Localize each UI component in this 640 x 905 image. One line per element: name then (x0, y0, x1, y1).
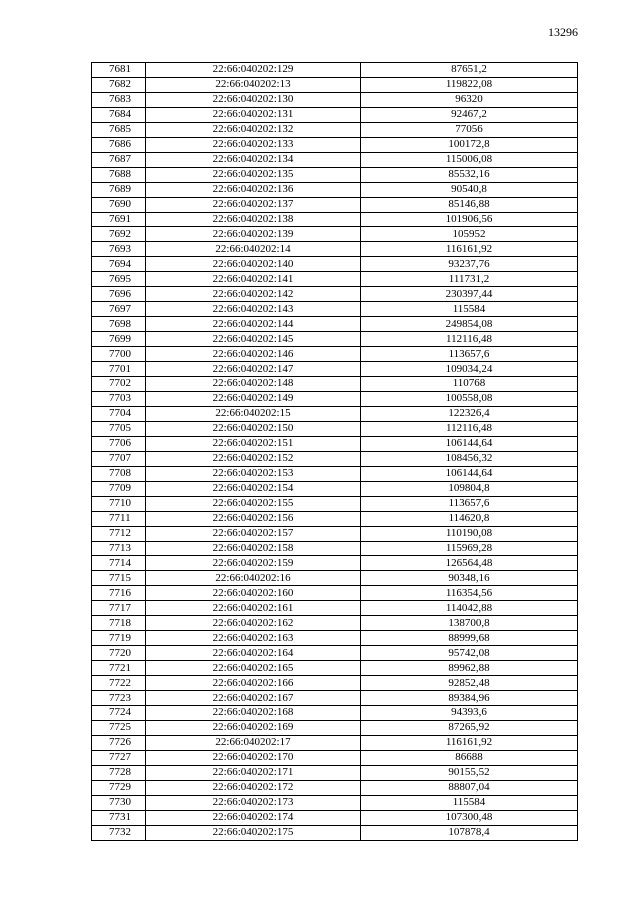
cadastral-value-cell: 114042,88 (361, 601, 578, 616)
row-number-cell: 7682 (92, 77, 146, 92)
row-number-cell: 7723 (92, 691, 146, 706)
table-row (92, 496, 578, 511)
cadastral-number-cell: 22:66:040202:157 (146, 526, 361, 541)
row-number-cell: 7731 (92, 810, 146, 825)
table-row (92, 825, 578, 840)
table-row (92, 616, 578, 631)
cadastral-number-cell: 22:66:040202:170 (146, 750, 361, 765)
table-row (92, 691, 578, 706)
cadastral-number-cell: 22:66:040202:168 (146, 705, 361, 720)
cadastral-value-cell: 115584 (361, 302, 578, 317)
table-row (92, 586, 578, 601)
cadastral-number-cell: 22:66:040202:173 (146, 795, 361, 810)
table-row (92, 122, 578, 137)
row-number-cell: 7711 (92, 511, 146, 526)
cadastral-number-cell: 22:66:040202:133 (146, 137, 361, 152)
row-number-cell: 7698 (92, 317, 146, 332)
cadastral-value-cell: 107300,48 (361, 810, 578, 825)
table-row (92, 137, 578, 152)
cadastral-value-cell: 92852,48 (361, 676, 578, 691)
row-number-cell: 7708 (92, 466, 146, 481)
cadastral-number-cell: 22:66:040202:151 (146, 436, 361, 451)
cadastral-value-cell: 95742,08 (361, 646, 578, 661)
cadastral-number-cell: 22:66:040202:17 (146, 735, 361, 750)
table-row (92, 197, 578, 212)
cadastral-value-cell: 110190,08 (361, 526, 578, 541)
cadastral-number-cell: 22:66:040202:161 (146, 601, 361, 616)
cadastral-value-cell: 107878,4 (361, 825, 578, 840)
cadastral-value-cell: 101906,56 (361, 212, 578, 227)
cadastral-number-cell: 22:66:040202:148 (146, 377, 361, 392)
row-number-cell: 7714 (92, 556, 146, 571)
table-row (92, 406, 578, 421)
table-row (92, 377, 578, 392)
table-row (92, 391, 578, 406)
cadastral-value-cell: 115584 (361, 795, 578, 810)
cadastral-number-cell: 22:66:040202:174 (146, 810, 361, 825)
cadastral-value-cell: 230397,44 (361, 287, 578, 302)
cadastral-value-cell: 113657,6 (361, 347, 578, 362)
row-number-cell: 7715 (92, 571, 146, 586)
row-number-cell: 7716 (92, 586, 146, 601)
cadastral-number-cell: 22:66:040202:172 (146, 780, 361, 795)
cadastral-number-cell: 22:66:040202:135 (146, 167, 361, 182)
cadastral-value-cell: 112116,48 (361, 421, 578, 436)
cadastral-value-cell: 116161,92 (361, 735, 578, 750)
row-number-cell: 7705 (92, 421, 146, 436)
cadastral-value-cell: 119822,08 (361, 77, 578, 92)
cadastral-value-cell: 88999,68 (361, 631, 578, 646)
cadastral-value-cell: 126564,48 (361, 556, 578, 571)
cadastral-number-cell: 22:66:040202:153 (146, 466, 361, 481)
cadastral-number-cell: 22:66:040202:142 (146, 287, 361, 302)
cadastral-value-cell: 77056 (361, 122, 578, 137)
cadastral-value-cell: 111731,2 (361, 272, 578, 287)
row-number-cell: 7721 (92, 661, 146, 676)
table-row (92, 92, 578, 107)
row-number-cell: 7696 (92, 287, 146, 302)
table-row (92, 436, 578, 451)
row-number-cell: 7700 (92, 347, 146, 362)
cadastral-number-cell: 22:66:040202:136 (146, 182, 361, 197)
table-row (92, 795, 578, 810)
cadastral-value-cell: 116354,56 (361, 586, 578, 601)
cadastral-value-cell: 106144,64 (361, 436, 578, 451)
cadastral-number-cell: 22:66:040202:143 (146, 302, 361, 317)
cadastral-number-cell: 22:66:040202:152 (146, 451, 361, 466)
table-row (92, 511, 578, 526)
row-number-cell: 7703 (92, 391, 146, 406)
cadastral-number-cell: 22:66:040202:164 (146, 646, 361, 661)
cadastral-number-cell: 22:66:040202:140 (146, 257, 361, 272)
row-number-cell: 7713 (92, 541, 146, 556)
cadastral-number-cell: 22:66:040202:144 (146, 317, 361, 332)
row-number-cell: 7694 (92, 257, 146, 272)
cadastral-number-cell: 22:66:040202:149 (146, 391, 361, 406)
cadastral-number-cell: 22:66:040202:147 (146, 362, 361, 377)
row-number-cell: 7727 (92, 750, 146, 765)
cadastral-number-cell: 22:66:040202:169 (146, 720, 361, 735)
cadastral-value-cell: 87651,2 (361, 63, 578, 78)
cadastral-number-cell: 22:66:040202:165 (146, 661, 361, 676)
row-number-cell: 7695 (92, 272, 146, 287)
cadastral-number-cell: 22:66:040202:146 (146, 347, 361, 362)
table-row (92, 182, 578, 197)
table-row (92, 287, 578, 302)
row-number-cell: 7729 (92, 780, 146, 795)
cadastral-number-cell: 22:66:040202:139 (146, 227, 361, 242)
row-number-cell: 7697 (92, 302, 146, 317)
row-number-cell: 7701 (92, 362, 146, 377)
row-number-cell: 7684 (92, 107, 146, 122)
cadastral-number-cell: 22:66:040202:134 (146, 152, 361, 167)
cadastral-number-cell: 22:66:040202:129 (146, 63, 361, 78)
table-row (92, 302, 578, 317)
cadastral-value-cell: 90348,16 (361, 571, 578, 586)
cadastral-number-cell: 22:66:040202:13 (146, 77, 361, 92)
cadastral-value-cell: 85146,88 (361, 197, 578, 212)
table-row (92, 526, 578, 541)
cadastral-number-cell: 22:66:040202:150 (146, 421, 361, 436)
cadastral-value-cell: 87265,92 (361, 720, 578, 735)
row-number-cell: 7720 (92, 646, 146, 661)
cadastral-value-cell: 89962,88 (361, 661, 578, 676)
cadastral-number-cell: 22:66:040202:131 (146, 107, 361, 122)
cadastral-number-cell: 22:66:040202:159 (146, 556, 361, 571)
row-number-cell: 7685 (92, 122, 146, 137)
row-number-cell: 7689 (92, 182, 146, 197)
table-row (92, 272, 578, 287)
cadastral-value-cell: 112116,48 (361, 332, 578, 347)
table-row (92, 541, 578, 556)
table-row (92, 63, 578, 78)
row-number-cell: 7702 (92, 377, 146, 392)
cadastral-value-cell: 110768 (361, 377, 578, 392)
row-number-cell: 7718 (92, 616, 146, 631)
cadastral-value-cell: 249854,08 (361, 317, 578, 332)
table-row (92, 227, 578, 242)
cadastral-value-cell: 86688 (361, 750, 578, 765)
row-number-cell: 7687 (92, 152, 146, 167)
row-number-cell: 7706 (92, 436, 146, 451)
table-row (92, 107, 578, 122)
row-number-cell: 7725 (92, 720, 146, 735)
cadastral-value-cell: 106144,64 (361, 466, 578, 481)
table-body (92, 63, 578, 841)
cadastral-value-cell: 108456,32 (361, 451, 578, 466)
cadastral-number-cell: 22:66:040202:160 (146, 586, 361, 601)
row-number-cell: 7724 (92, 705, 146, 720)
row-number-cell: 7722 (92, 676, 146, 691)
table-row (92, 362, 578, 377)
cadastral-number-cell: 22:66:040202:141 (146, 272, 361, 287)
row-number-cell: 7730 (92, 795, 146, 810)
row-number-cell: 7686 (92, 137, 146, 152)
table-row (92, 676, 578, 691)
cadastral-value-cell: 85532,16 (361, 167, 578, 182)
cadastral-number-cell: 22:66:040202:145 (146, 332, 361, 347)
row-number-cell: 7717 (92, 601, 146, 616)
cadastral-number-cell: 22:66:040202:15 (146, 406, 361, 421)
cadastral-number-cell: 22:66:040202:16 (146, 571, 361, 586)
cadastral-number-cell: 22:66:040202:156 (146, 511, 361, 526)
table-row (92, 646, 578, 661)
cadastral-number-cell: 22:66:040202:14 (146, 242, 361, 257)
row-number-cell: 7707 (92, 451, 146, 466)
row-number-cell: 7699 (92, 332, 146, 347)
cadastral-value-cell: 94393,6 (361, 705, 578, 720)
row-number-cell: 7683 (92, 92, 146, 107)
table-row (92, 780, 578, 795)
cadastral-value-cell: 115006,08 (361, 152, 578, 167)
cadastral-number-cell: 22:66:040202:132 (146, 122, 361, 137)
row-number-cell: 7709 (92, 481, 146, 496)
cadastral-value-cell: 138700,8 (361, 616, 578, 631)
cadastral-value-cell: 113657,6 (361, 496, 578, 511)
row-number-cell: 7719 (92, 631, 146, 646)
row-number-cell: 7693 (92, 242, 146, 257)
cadastral-number-cell: 22:66:040202:175 (146, 825, 361, 840)
cadastral-value-cell: 88807,04 (361, 780, 578, 795)
cadastral-value-cell: 105952 (361, 227, 578, 242)
cadastral-number-cell: 22:66:040202:163 (146, 631, 361, 646)
row-number-cell: 7712 (92, 526, 146, 541)
table-row (92, 466, 578, 481)
cadastral-number-cell: 22:66:040202:167 (146, 691, 361, 706)
row-number-cell: 7728 (92, 765, 146, 780)
cadastral-number-cell: 22:66:040202:138 (146, 212, 361, 227)
table-row (92, 631, 578, 646)
table-row (92, 347, 578, 362)
table-row (92, 601, 578, 616)
table-row (92, 257, 578, 272)
row-number-cell: 7692 (92, 227, 146, 242)
cadastral-number-cell: 22:66:040202:158 (146, 541, 361, 556)
table-row (92, 317, 578, 332)
cadastral-value-cell: 100172,8 (361, 137, 578, 152)
table-row (92, 661, 578, 676)
row-number-cell: 7726 (92, 735, 146, 750)
cadastral-value-cell: 109804,8 (361, 481, 578, 496)
table-row (92, 765, 578, 780)
cadastral-value-cell: 90155,52 (361, 765, 578, 780)
page-number: 13296 (548, 25, 578, 39)
cadastral-value-cell: 96320 (361, 92, 578, 107)
cadastral-value-cell: 114620,8 (361, 511, 578, 526)
table-row (92, 242, 578, 257)
cadastral-number-cell: 22:66:040202:154 (146, 481, 361, 496)
table-row (92, 167, 578, 182)
row-number-cell: 7681 (92, 63, 146, 78)
cadastral-number-cell: 22:66:040202:155 (146, 496, 361, 511)
row-number-cell: 7710 (92, 496, 146, 511)
cadastral-value-cell: 122326,4 (361, 406, 578, 421)
cadastral-number-cell: 22:66:040202:171 (146, 765, 361, 780)
cadastral-number-cell: 22:66:040202:130 (146, 92, 361, 107)
cadastral-value-table (91, 62, 578, 841)
cadastral-number-cell: 22:66:040202:162 (146, 616, 361, 631)
table-row (92, 152, 578, 167)
cadastral-value-cell: 115969,28 (361, 541, 578, 556)
table-row (92, 705, 578, 720)
cadastral-value-cell: 109034,24 (361, 362, 578, 377)
table-row (92, 77, 578, 92)
table-row (92, 212, 578, 227)
table-row (92, 556, 578, 571)
cadastral-value-cell: 92467,2 (361, 107, 578, 122)
table-row (92, 735, 578, 750)
row-number-cell: 7690 (92, 197, 146, 212)
row-number-cell: 7732 (92, 825, 146, 840)
table-row (92, 750, 578, 765)
table-row (92, 810, 578, 825)
cadastral-value-cell: 89384,96 (361, 691, 578, 706)
cadastral-value-cell: 116161,92 (361, 242, 578, 257)
cadastral-value-cell: 90540,8 (361, 182, 578, 197)
table-row (92, 451, 578, 466)
table-row (92, 332, 578, 347)
row-number-cell: 7704 (92, 406, 146, 421)
cadastral-value-cell: 100558,08 (361, 391, 578, 406)
row-number-cell: 7688 (92, 167, 146, 182)
table-row (92, 481, 578, 496)
cadastral-number-cell: 22:66:040202:137 (146, 197, 361, 212)
cadastral-value-cell: 93237,76 (361, 257, 578, 272)
table-row (92, 571, 578, 586)
cadastral-number-cell: 22:66:040202:166 (146, 676, 361, 691)
table-row (92, 421, 578, 436)
row-number-cell: 7691 (92, 212, 146, 227)
table-row (92, 720, 578, 735)
